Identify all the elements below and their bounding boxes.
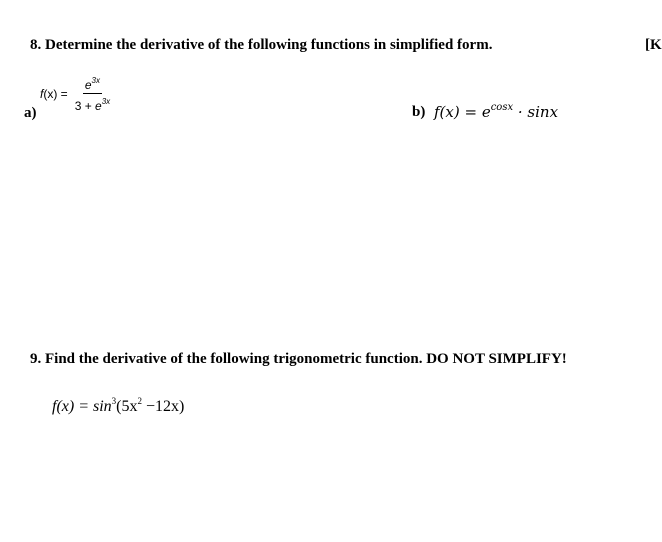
marks-label: [K	[645, 37, 662, 53]
part-a-lhs	[40, 87, 68, 101]
part-a-formula	[40, 73, 112, 114]
denominator-exponent: 3x	[101, 97, 111, 106]
denominator-prefix: 3 +	[74, 99, 96, 113]
part-b-rhs: · sinx	[513, 103, 559, 121]
q9-x-power: 2	[137, 396, 142, 406]
q9-formula	[52, 396, 184, 416]
part-b-label: b)	[412, 104, 426, 120]
numerator-base: e	[84, 78, 92, 92]
part-a-func-name: f	[40, 86, 44, 101]
part-b-exponent: cosx	[490, 102, 514, 113]
part-b-lhs: f(x) = e	[434, 103, 491, 121]
part-a-denominator	[73, 94, 113, 114]
part-a-fraction	[73, 73, 113, 114]
part-a-label: a)	[24, 105, 37, 121]
numerator-exponent: 3x	[91, 76, 100, 85]
part-a-func-arg: (x) =	[43, 86, 68, 101]
q8-heading: 8. Determine the derivative of the following functions in simplified form.	[30, 37, 493, 53]
part-b-formula	[434, 102, 558, 121]
q9-lhs: f(x) = sin	[52, 398, 112, 415]
part-a-numerator	[83, 73, 102, 94]
denominator-base: e	[95, 99, 102, 113]
q9-arg-close: −12x)	[142, 398, 185, 415]
q9-sin-power: 3	[111, 396, 117, 406]
q9-arg-open: (5x	[116, 398, 138, 415]
q9-heading: 9. Find the derivative of the following trigonometric function. DO NOT SIMPLIFY!	[30, 351, 567, 367]
